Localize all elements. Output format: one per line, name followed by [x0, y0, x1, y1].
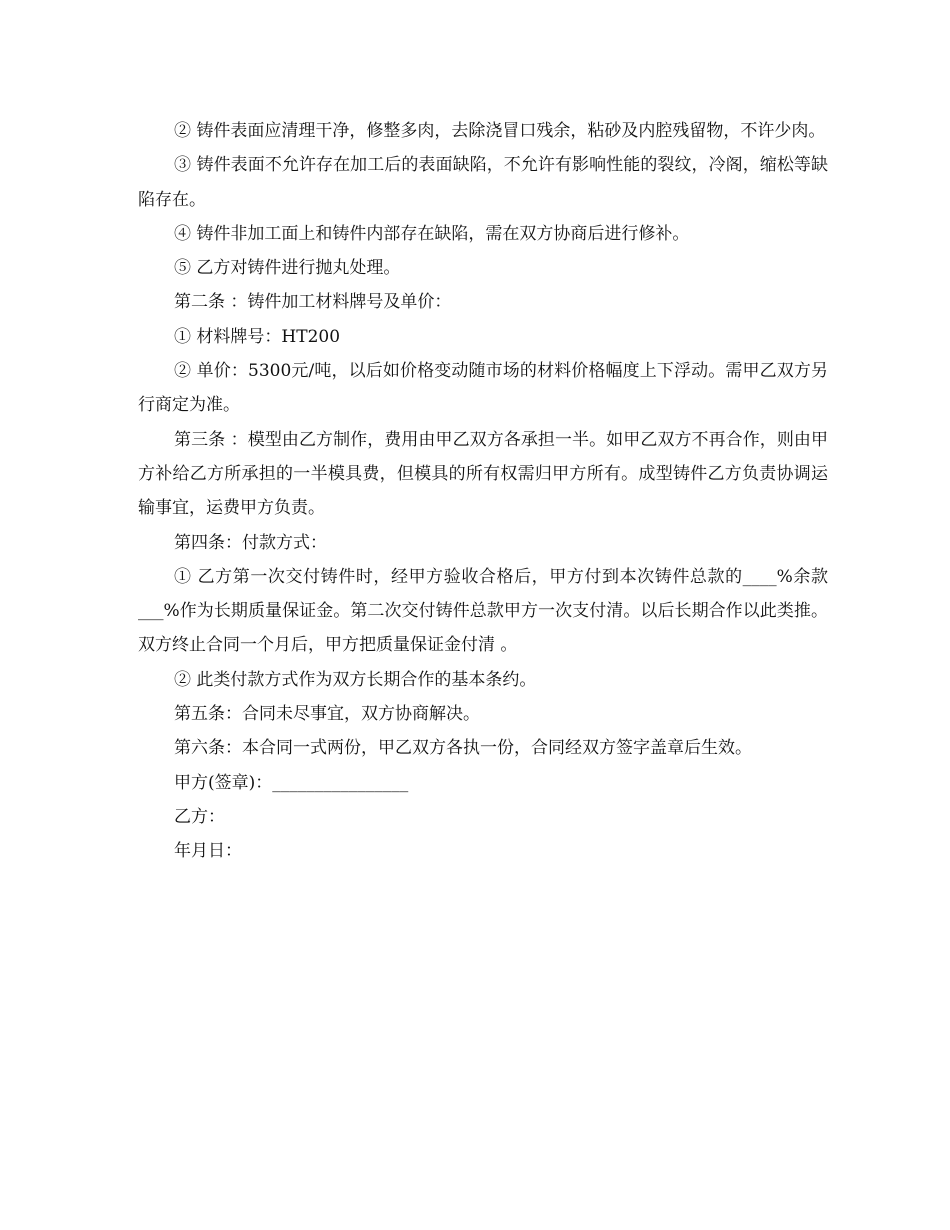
clause-surface-defects: ③ 铸件表面不允许存在加工后的表面缺陷，不允许有影响性能的裂纹，冷阁，缩松等缺陷存在。: [138, 155, 828, 210]
party-b: 乙方：: [174, 806, 225, 827]
date-line: 年月日：: [174, 841, 242, 862]
payment-basic-terms: ② 此类付款方式作为双方长期合作的基本条约。: [174, 669, 537, 690]
article-5: 第五条：合同未尽事宜，双方协商解决。: [174, 704, 480, 725]
payment-first-delivery: ① 乙方第一次交付铸件时，经甲方验收合格后，甲方付到本次铸件总款的____%余款___%作为长期质量保证金。第二次交付铸件总款甲方一次支付清。以后长期合作以此类推。双方终止合同一个月后，甲方把质量保证金付清 。: [138, 566, 828, 656]
unit-price: ② 单价：5300元/吨，以后如价格变动随市场的材料价格幅度上下浮动。需甲乙双方另行商定为准。: [138, 361, 828, 416]
party-a-signature: 甲方(签章)：________________: [174, 772, 409, 793]
article-3-mould: 第三条 ：模型由乙方制作，费用由甲乙双方各承担一半。如甲乙双方不再合作，则由甲方补给乙方所承担的一半模具费，但模具的所有权需归甲方所有。成型铸件乙方负责协调运输事宜，运费甲方负责。: [138, 429, 828, 519]
clause-surface-cleaning: ② 铸件表面应清理干净，修整多肉，去除浇冒口残余，粘砂及内腔残留物，不许少肉。: [174, 121, 826, 141]
article-6: 第六条：本合同一式两份，甲乙双方各执一份，合同经双方签字盖章后生效。: [174, 738, 752, 759]
article-4-heading: 第四条：付款方式：: [174, 532, 327, 553]
clause-shot-blasting: ⑤ 乙方对铸件进行抛丸处理。: [174, 258, 401, 279]
article-2-heading: 第二条 ：铸件加工材料牌号及单价：: [174, 292, 452, 313]
contract-body: [138, 114, 828, 869]
material-grade: ① 材料牌号：HT200: [174, 326, 341, 347]
clause-defect-repair: ④ 铸件非加工面上和铸件内部存在缺陷，需在双方协商后进行修补。: [174, 223, 690, 244]
